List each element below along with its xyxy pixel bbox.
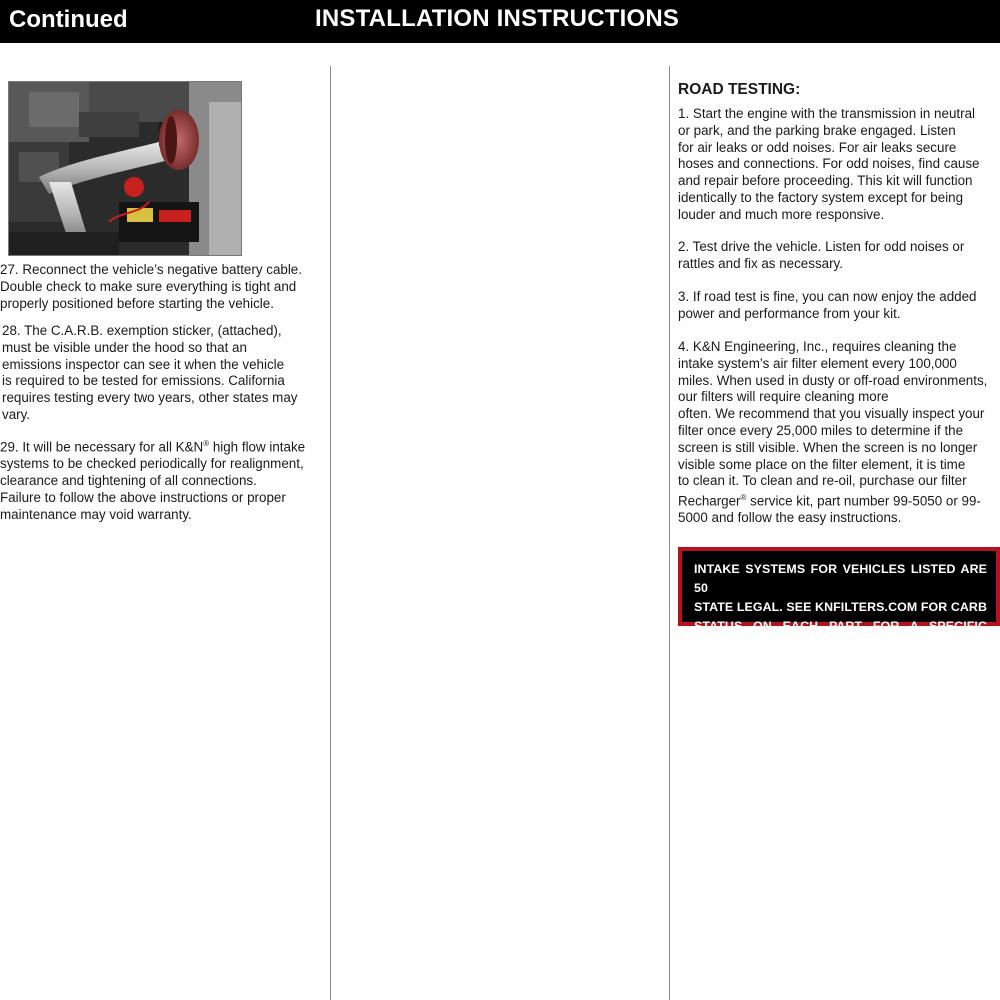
notice-line-1: INTAKE SYSTEMS FOR VEHICLES LISTED ARE 50: [694, 562, 987, 595]
registered-mark: ®: [203, 439, 210, 448]
road-step-1-line-2: or park, and the parking brake engaged. Listen: [678, 122, 956, 138]
step-27-line-3: properly positioned before starting the vehicle.: [0, 295, 274, 311]
step-27: [0, 262, 326, 312]
step-29-line-2: systems to be checked periodically for realignment,: [0, 456, 304, 472]
notice-line-2: STATE LEGAL. SEE KNFILTERS.COM FOR CARB: [694, 600, 988, 614]
step-28-line-6: vary.: [2, 406, 31, 422]
step-29-line-1-end: high flow intake: [209, 439, 306, 455]
step-29-line-3: clearance and tightening of all connections.: [0, 473, 257, 489]
road-step-4-line-4: our filters will require cleaning more: [678, 389, 889, 405]
step-28-line-5: requires testing every two years, other states may: [2, 390, 298, 406]
engine-bay-photo-icon: [9, 82, 241, 255]
step-28-line-3: emissions inspector can see it when the vehicle: [2, 356, 285, 372]
road-step-4-line-11: 5000 and follow the easy instructions.: [678, 510, 902, 526]
step-29-line-5: maintenance may void warranty.: [0, 506, 192, 522]
road-step-2-line-1: 2. Test drive the vehicle. Listen for odd noises or: [678, 239, 965, 254]
road-step-2: [678, 239, 1000, 273]
road-testing-title: ROAD TESTING:: [678, 81, 801, 98]
header-continued-label: Continued: [9, 6, 128, 33]
road-step-1-line-5: and repair before proceeding. This kit will function: [678, 173, 973, 189]
step-29-line-1-start: 29. It will be necessary for all K&N: [0, 439, 204, 455]
step-28: [2, 323, 326, 424]
road-step-2-line-2: rattles and fix as necessary.: [678, 255, 843, 271]
road-step-4-line-1: 4. K&N Engineering, Inc., requires cleaning the: [678, 339, 957, 354]
road-step-4-line-10-end: service kit, part number 99-5050 or 99-: [746, 493, 981, 509]
step-27-line-2: Double check to make sure everything is tight and: [0, 278, 297, 294]
road-step-4-line-2: intake system’s air filter element every 100,000: [678, 355, 957, 371]
step-29-line-4: Failure to follow the above instructions or proper: [0, 489, 286, 505]
step-28-line-1: 28. The C.A.R.B. exemption sticker, (attached),: [2, 323, 282, 338]
engine-bay-photo: [8, 81, 242, 256]
column-divider-left: [330, 66, 331, 1000]
column-divider-right: [669, 66, 670, 1000]
step-28-line-4: is required to be tested for emissions. California: [2, 373, 285, 389]
road-step-4-line-7: screen is still visible. When the screen is no longer: [678, 439, 978, 455]
road-step-3-line-2: power and performance from your kit.: [678, 305, 901, 321]
road-step-1-line-7: louder and much more responsive.: [678, 206, 885, 222]
road-step-1-line-4: hoses and connections. For odd noises, find cause: [678, 156, 980, 172]
step-27-line-1: 27. Reconnect the vehicle’s negative battery cable.: [0, 262, 302, 277]
step-29: [0, 436, 326, 523]
notice-line-3: STATUS ON EACH PART FOR A SPECIFIC VEHICLE.: [694, 619, 987, 652]
road-step-1-line-3: for air leaks or odd noises. For air leaks secure: [678, 139, 957, 155]
carb-legal-notice: [678, 547, 1000, 652]
road-step-4-line-9: to clean it. To clean and re-oil, purchase our filter: [678, 473, 967, 489]
road-step-1: [678, 106, 1000, 224]
road-step-1-line-1: 1. Start the engine with the transmission in neutral: [678, 106, 975, 121]
carb-legal-notice-text: [682, 551, 996, 652]
road-step-4: [678, 339, 1000, 527]
step-28-line-2: must be visible under the hood so that an: [2, 339, 247, 355]
road-step-3-line-1: 3. If road test is fine, you can now enjoy the added: [678, 289, 977, 304]
road-step-4-line-8: visible some place on the filter element, it is time: [678, 456, 966, 472]
road-step-4-line-3: miles. When used in dusty or off-road environments,: [678, 372, 988, 388]
road-step-4-line-6: filter once every 25,000 miles to determine if the: [678, 422, 964, 438]
road-step-1-line-6: identically to the factory system except for being: [678, 189, 964, 205]
page-title: INSTALLATION INSTRUCTIONS: [315, 5, 680, 32]
road-step-4-line-5: often. We recommend that you visually inspect your: [678, 406, 985, 422]
road-step-4-line-10-start: Recharger: [678, 493, 741, 509]
road-step-3: [678, 289, 1000, 323]
header-bar: [0, 0, 1000, 43]
registered-mark: ®: [740, 493, 747, 503]
